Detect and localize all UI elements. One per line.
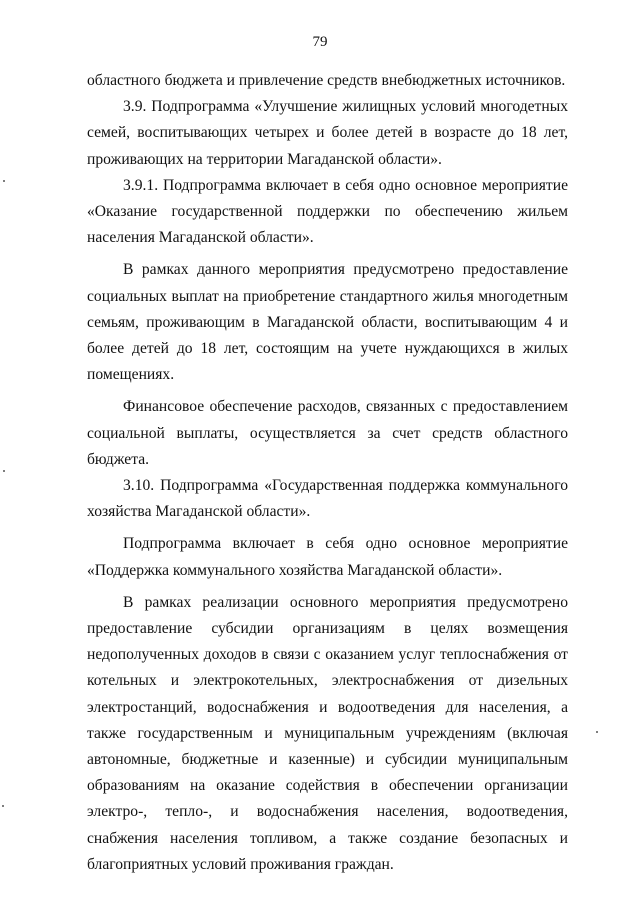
paragraph-financing: Финансовое обеспечение расходов, связанных с предоставлением социальной выплаты, осуществляется за счет средств областного бюджета.	[87, 398, 568, 468]
scan-speck	[2, 805, 4, 807]
paragraph-section-3-9-1: 3.9.1. Подпрограмма включает в себя одно основное мероприятие «Оказание государственной поддержки по обеспечению жильем населения Магаданской области».	[87, 176, 568, 247]
paragraph-section-3-9: 3.9. Подпрограмма «Улучшение жилищных условий многодетных семей, воспитывающих четырех и более детей в возрасте до 18 лет, проживающих на территории Магаданской области».	[87, 98, 568, 168]
paragraph-social-payments: В рамках данного мероприятия предусмотрено предоставление социальных выплат на приобретение стандартного жилья многодетным семьям, проживающим в Магаданской области, воспитывающим 4 и более детей до 18 лет, состоящим на учете нуждающихся в жилых помещениях.	[87, 261, 568, 384]
document-body	[87, 68, 568, 878]
paragraph-subsidies: В рамках реализации основного мероприятия предусмотрено предоставление субсидии организациям в целях возмещения недополученных доходов в связи с оказанием услуг теплоснабжения от котельных и электрокотельных, электроснабжения от дизельных электростанций, водоснабжения и водоотведения для населения, а также государственным и муниципальным учреждениям (включая автономные, бюджетные и казенные) и субсидии муниципальным образованиям на оказание содействия в обеспечении организации электро-, тепло-, и водоснабжения населения, водоотведения, снабжения населения топливом, а также создание безопасных и благоприятных условий проживания граждан.	[87, 593, 568, 873]
scan-speck	[3, 470, 5, 472]
paragraph-continuation: областного бюджета и привлечение средств внебюджетных источников.	[87, 72, 566, 89]
scan-speck	[596, 731, 598, 733]
page-number: 79	[312, 34, 328, 50]
paragraph-subprogram-activity: Подпрограмма включает в себя одно основное мероприятие «Поддержка коммунального хозяйства Магаданской области».	[87, 535, 568, 579]
scan-speck	[3, 180, 5, 182]
paragraph-section-3-10: 3.10. Подпрограмма «Государственная поддержка коммунального хозяйства Магаданской области».	[87, 477, 568, 521]
